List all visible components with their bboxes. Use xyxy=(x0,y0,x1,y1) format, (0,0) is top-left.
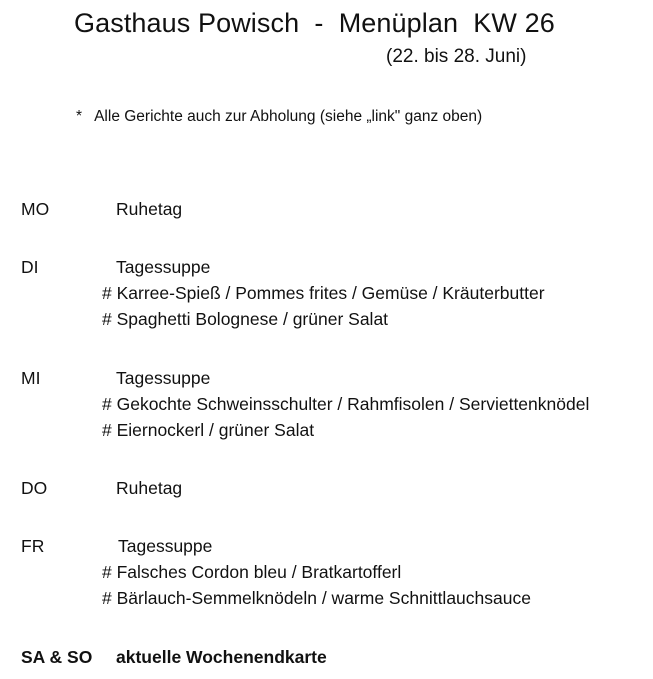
di-dish-2: # Spaghetti Bolognese / grüner Salat xyxy=(102,309,389,329)
day-label-mi: MI xyxy=(21,368,41,388)
do-closed-text: Ruhetag xyxy=(116,478,183,498)
mi-dish-2: # Eiernockerl / grüner Salat xyxy=(102,420,315,440)
day-label-do: DO xyxy=(21,478,48,498)
date-range: (22. bis 28. Juni) xyxy=(386,46,527,67)
mo-closed-text: Ruhetag xyxy=(116,199,183,219)
weekend-menu-text: aktuelle Wochenendkarte xyxy=(116,647,327,667)
day-label-weekend: SA & SO xyxy=(21,647,93,667)
mi-dish-1: # Gekochte Schweinsschulter / Rahmfisolen / Serviettenknödel xyxy=(102,394,590,414)
day-label-fr: FR xyxy=(21,536,45,556)
day-label-mo: MO xyxy=(21,199,50,219)
fr-dish-2: # Bärlauch-Semmelknödeln / warme Schnittlauchsauce xyxy=(102,588,531,608)
di-dish-1: # Karree-Spieß / Pommes frites / Gemüse / Kräuterbutter xyxy=(102,283,545,303)
mi-soup: Tagessuppe xyxy=(116,368,211,388)
page-title: Gasthaus Powisch - Menüplan KW 26 xyxy=(74,8,555,38)
di-soup: Tagessuppe xyxy=(116,257,211,277)
pickup-note: * Alle Gerichte auch zur Abholung (siehe „link" ganz oben) xyxy=(76,108,483,125)
fr-soup: Tagessuppe xyxy=(118,536,213,556)
fr-dish-1: # Falsches Cordon bleu / Bratkartofferl xyxy=(102,562,402,582)
day-label-di: DI xyxy=(21,257,39,277)
